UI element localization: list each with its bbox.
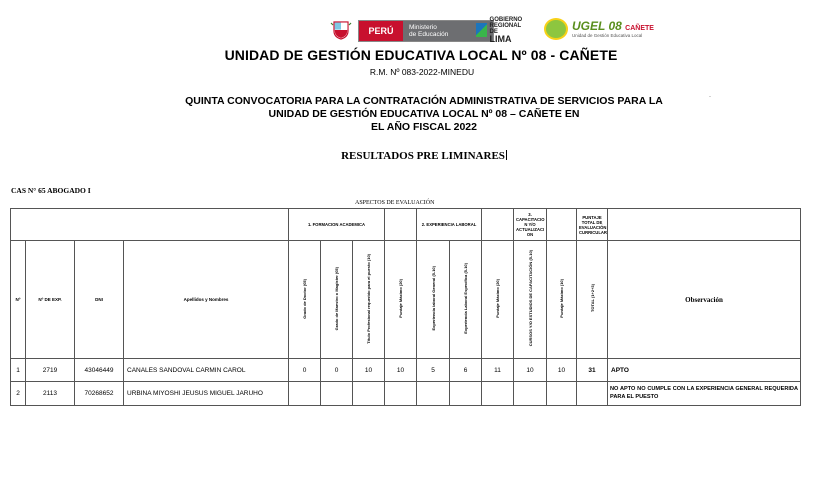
logo-bar bbox=[330, 18, 660, 42]
convocatoria-heading bbox=[0, 95, 838, 134]
row-exp-especifica: 6 bbox=[450, 359, 482, 382]
cas-label: CAS N° 65 ABOGADO I bbox=[11, 186, 91, 195]
stray-mark: · bbox=[709, 94, 711, 100]
convocatoria-line-2: UNIDAD DE GESTIÓN EDUCATIVA LOCAL Nº 08 – CAÑETE EN bbox=[268, 108, 580, 120]
row-observacion: APTO bbox=[608, 359, 801, 382]
results-heading bbox=[0, 150, 838, 162]
ugel-city: CAÑETE bbox=[625, 25, 654, 32]
col-header-puntaje-experiencia: Puntaje Máximo (20) bbox=[495, 279, 501, 318]
aspectos-label: ASPECTOS DE EVALUACIÓN bbox=[355, 200, 435, 206]
peru-shield-icon bbox=[330, 20, 352, 40]
row-maestro bbox=[321, 382, 353, 406]
peru-label: PERÚ bbox=[359, 21, 403, 41]
gobierno-line-2: REGIONAL DE bbox=[489, 22, 522, 35]
col-header-exp-especifica: Experiencia Laboral Específica (5-10) bbox=[463, 263, 469, 334]
blank-header-cell bbox=[385, 209, 417, 241]
row-puntaje-experiencia: 11 bbox=[482, 359, 514, 382]
gobierno-line-3: LIMA bbox=[489, 33, 512, 44]
row-nombre: URBINA MIYOSHI JEUSUS MIGUEL JARUHO bbox=[124, 382, 289, 406]
formacion-group-header: 1. FORMACION ACADEMICA bbox=[289, 209, 385, 241]
col-header-n: Nº bbox=[11, 241, 26, 359]
col-header-maestro: Grado de Maestro o Magister (05) bbox=[334, 266, 339, 331]
row-dni: 70268652 bbox=[75, 382, 124, 406]
blank-header-cell bbox=[482, 209, 514, 241]
puntaje-group-header: PUNTAJE TOTAL DE EVALUACIÓN CURRICULAR bbox=[577, 209, 608, 241]
col-header-cursos: CURSOS Y/O ESTUDIOS DE CAPACITACIÓN (5-10) bbox=[527, 250, 533, 347]
col-header-observacion: Observación bbox=[608, 241, 801, 359]
row-doctor: 0 bbox=[289, 359, 321, 382]
row-observacion: NO APTO NO CUMPLE CON LA EXPERIENCIA GENERAL REQUERIDA PARA EL PUESTO bbox=[608, 382, 801, 406]
col-header-puntaje-capacitacion: Puntaje Máximo (10) bbox=[559, 279, 565, 318]
row-titulo bbox=[353, 382, 385, 406]
blank-header-cell bbox=[11, 209, 289, 241]
row-n: 2 bbox=[11, 382, 26, 406]
ministerio-line-2: de Educación bbox=[409, 31, 449, 38]
ugel-subtitle: Unidad de Gestión Educativa Local bbox=[572, 33, 643, 38]
row-exp: 2113 bbox=[26, 382, 75, 406]
row-total bbox=[577, 382, 608, 406]
ugel-emblem-icon bbox=[544, 18, 568, 40]
row-nombre: CANALES SANDOVAL CARMIN CAROL bbox=[124, 359, 289, 382]
ugel-logo bbox=[544, 18, 664, 42]
results-heading-text: RESULTADOS PRE LIMINARES bbox=[341, 150, 505, 162]
row-exp-general: 5 bbox=[417, 359, 450, 382]
convocatoria-line-3: EL AÑO FISCAL 2022 bbox=[370, 121, 477, 133]
ugel-name: UGEL 08 bbox=[572, 19, 622, 33]
col-header-nombres: Apellidos y Nombres bbox=[124, 241, 289, 359]
row-exp-general bbox=[417, 382, 450, 406]
ministerio-line-1: Ministerio bbox=[409, 24, 437, 31]
row-puntaje-formacion bbox=[385, 382, 417, 406]
row-maestro: 0 bbox=[321, 359, 353, 382]
gobierno-regional-icon bbox=[476, 23, 487, 37]
col-header-exp-general: Experiencia laboral General (5-10) bbox=[430, 266, 436, 331]
row-dni: 43046449 bbox=[75, 359, 124, 382]
blank-header-cell bbox=[547, 209, 577, 241]
col-header-titulo: Título Profesional requerido para el puesto (10) bbox=[366, 253, 371, 344]
table-row bbox=[11, 382, 801, 406]
row-n: 1 bbox=[11, 359, 26, 382]
col-header-exp: Nº DE EXP. bbox=[26, 241, 75, 359]
page-title: UNIDAD DE GESTIÓN EDUCATIVA LOCAL Nº 08 - CAÑETE bbox=[224, 47, 618, 63]
row-puntaje-experiencia bbox=[482, 382, 514, 406]
text-cursor bbox=[506, 150, 507, 160]
results-table bbox=[10, 208, 801, 406]
ministerio-educacion-logo bbox=[358, 20, 494, 42]
col-header-total: TOTAL (1+2+3) bbox=[589, 284, 595, 313]
row-doctor bbox=[289, 382, 321, 406]
row-titulo: 10 bbox=[353, 359, 385, 382]
row-exp-especifica bbox=[450, 382, 482, 406]
row-cursos: 10 bbox=[514, 359, 547, 382]
column-header-row bbox=[11, 241, 801, 359]
row-cursos bbox=[514, 382, 547, 406]
blank-header-cell bbox=[608, 209, 801, 241]
row-puntaje-formacion: 10 bbox=[385, 359, 417, 382]
col-header-puntaje-formacion: Puntaje Máximo (20) bbox=[398, 279, 404, 318]
capacitacion-group-header: 3. CAPACITACIO N Y/O ACTUALIZACI ON bbox=[514, 209, 547, 241]
col-header-dni: DNI bbox=[75, 241, 124, 359]
convocatoria-line-1: QUINTA CONVOCATORIA PARA LA CONTRATACIÓN ADMINISTRATIVA DE SERVICIOS PARA LA bbox=[185, 95, 663, 107]
row-puntaje-capacitacion: 10 bbox=[547, 359, 577, 382]
table-row bbox=[11, 359, 801, 382]
group-header-row bbox=[11, 209, 801, 241]
row-total: 31 bbox=[577, 359, 608, 382]
resolucion-ministerial: R.M. Nº 083-2022-MINEDU bbox=[369, 67, 475, 77]
experiencia-group-header: 2. EXPERIENCIA LABORAL bbox=[417, 209, 482, 241]
col-header-doctor: Grado de Doctor (05) bbox=[302, 278, 307, 319]
row-exp: 2719 bbox=[26, 359, 75, 382]
gobierno-regional-logo bbox=[476, 16, 526, 44]
gobierno-line-1: GOBIERNO bbox=[489, 16, 523, 23]
row-puntaje-capacitacion bbox=[547, 382, 577, 406]
